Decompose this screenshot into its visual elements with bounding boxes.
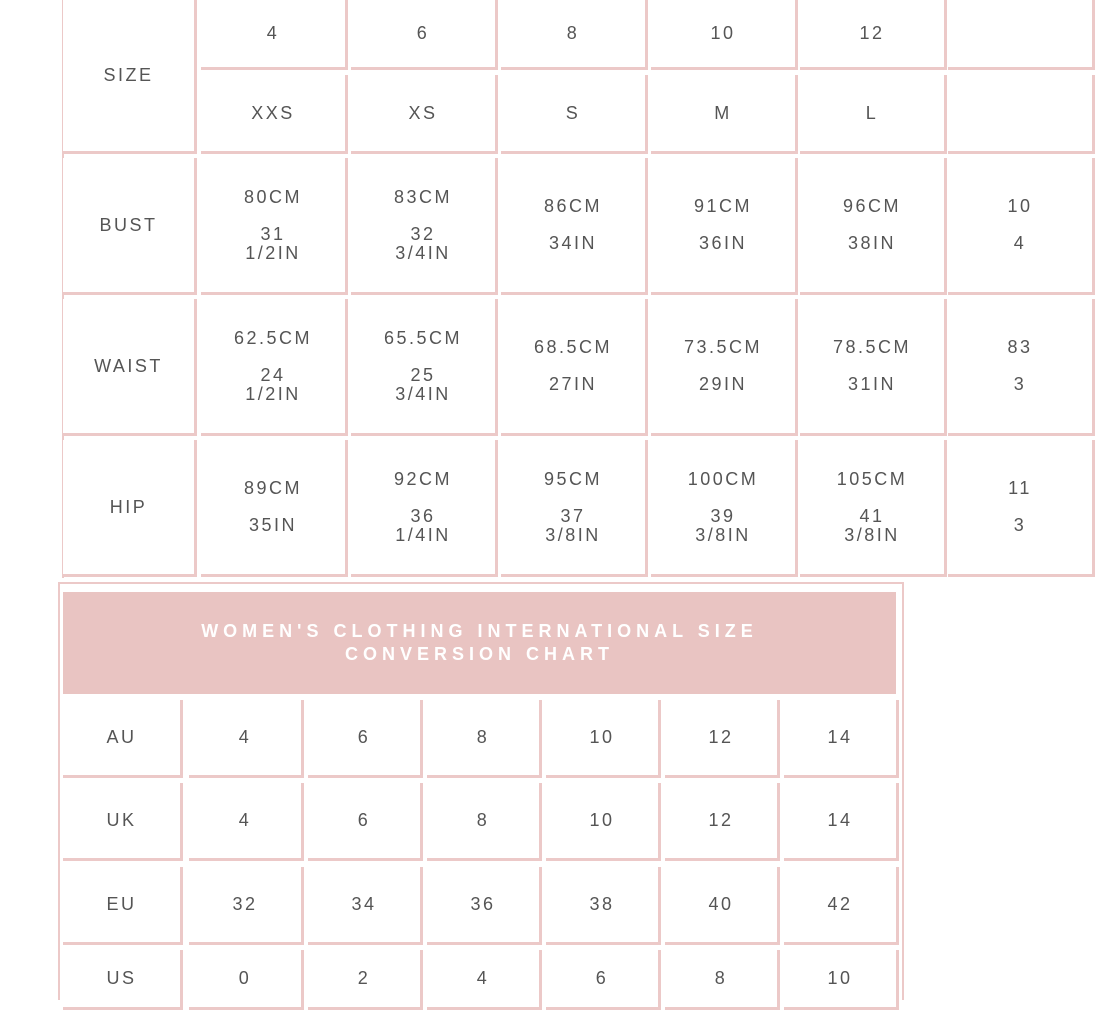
conversion-value-text: 8 [476, 727, 490, 747]
size-row-label [63, 0, 197, 154]
waist-cell [948, 299, 1095, 436]
hip-cm-text: 92CM [393, 468, 452, 489]
size-letter-text: XXS [251, 102, 295, 123]
conversion-row-label [63, 700, 183, 778]
conversion-value-cell [427, 783, 542, 861]
conversion-value-cell [189, 867, 304, 945]
conversion-value-cell [427, 950, 542, 1010]
hip-in-text: 37 3/8IN [545, 505, 601, 545]
hip-in-text: 36 1/4IN [395, 505, 451, 545]
conversion-row-label [63, 950, 183, 1010]
conversion-value-cell [665, 700, 780, 778]
conversion-value-text: 40 [708, 894, 734, 914]
conversion-value-cell [308, 700, 423, 778]
conversion-value-text: 12 [708, 727, 734, 747]
hip-in-text: 41 3/8IN [844, 505, 900, 545]
conversion-value-cell [784, 700, 899, 778]
conversion-value-text: 14 [827, 810, 853, 830]
waist-row-label [63, 299, 197, 436]
conversion-value-text: 0 [238, 968, 252, 988]
size-number-cell [201, 0, 348, 70]
conversion-chart-title-banner [63, 592, 896, 694]
waist-cell [651, 299, 798, 436]
hip-in-text: 39 3/8IN [695, 505, 751, 545]
conversion-value-text: 10 [827, 968, 853, 988]
conversion-value-text: 2 [357, 968, 371, 988]
bust-cm-text: 86CM [543, 196, 602, 216]
hip-in-text: 35IN [248, 515, 298, 535]
conversion-value-text: 36 [470, 894, 496, 914]
size-number-text: 6 [416, 23, 430, 43]
size-letter-cell [351, 75, 498, 154]
conversion-value-cell [189, 783, 304, 861]
hip-cm-text: 95CM [543, 468, 602, 489]
size-number-cell [351, 0, 498, 70]
bust-in-text: 36IN [698, 233, 748, 253]
bust-cell [201, 158, 348, 295]
waist-cm-text: 68.5CM [533, 337, 613, 357]
bust-in-text: 31 1/2IN [245, 223, 301, 263]
size-number-text: 10 [710, 23, 736, 43]
conversion-value-cell [308, 950, 423, 1010]
waist-label-text: WAIST [94, 355, 163, 376]
conversion-value-text: 6 [357, 810, 371, 830]
size-number-text: 8 [566, 23, 580, 43]
conversion-value-cell [665, 783, 780, 861]
conversion-value-text: 10 [589, 810, 615, 830]
waist-cell [201, 299, 348, 436]
conversion-row-label [63, 783, 183, 861]
size-number-cell [651, 0, 798, 70]
region-label-text: AU [106, 727, 137, 747]
conversion-value-text: 34 [351, 894, 377, 914]
bust-cell [501, 158, 648, 295]
bust-cell [800, 158, 947, 295]
waist-cell [501, 299, 648, 436]
hip-cm-text: 11 [1008, 478, 1032, 498]
size-letter-cell [651, 75, 798, 154]
size-letter-text: M [714, 102, 732, 123]
bust-cell [651, 158, 798, 295]
bust-cm-text: 80CM [243, 186, 302, 207]
size-number-cell [800, 0, 947, 70]
conversion-value-cell [665, 950, 780, 1010]
waist-in-text: 3 [1013, 374, 1027, 394]
conversion-chart-title: WOMEN'S CLOTHING INTERNATIONAL SIZE CONVERSION CHART [201, 621, 758, 664]
conversion-top-border [58, 582, 904, 584]
hip-cell [201, 440, 348, 577]
conversion-value-cell [308, 783, 423, 861]
hip-cm-text: 105CM [836, 468, 908, 489]
hip-row-label [63, 440, 197, 577]
conversion-value-cell [546, 700, 661, 778]
conversion-value-text: 4 [238, 810, 252, 830]
region-label-text: US [106, 968, 137, 988]
size-number-text: 12 [859, 23, 885, 43]
conversion-value-cell [189, 950, 304, 1010]
conversion-value-text: 4 [238, 727, 252, 747]
waist-cm-text: 78.5CM [832, 337, 912, 357]
conversion-value-text: 8 [476, 810, 490, 830]
waist-cm-text: 62.5CM [233, 327, 313, 348]
conversion-value-text: 4 [476, 968, 490, 988]
bust-in-text: 34IN [548, 233, 598, 253]
conversion-value-cell [665, 867, 780, 945]
hip-label-text: HIP [109, 496, 148, 517]
conversion-value-cell [427, 867, 542, 945]
size-letter-text: XS [408, 102, 438, 123]
hip-cell [948, 440, 1095, 577]
waist-cm-text: 65.5CM [383, 327, 463, 348]
conversion-value-text: 32 [232, 894, 258, 914]
conversion-value-text: 38 [589, 894, 615, 914]
hip-cm-text: 89CM [243, 478, 302, 498]
conversion-value-cell [308, 867, 423, 945]
size-letter-cell [948, 75, 1095, 154]
hip-cm-text: 100CM [687, 468, 759, 489]
hip-cell [501, 440, 648, 577]
bust-in-text: 32 3/4IN [395, 223, 451, 263]
conversion-value-text: 8 [714, 968, 728, 988]
conversion-value-cell [427, 700, 542, 778]
bust-cm-text: 96CM [842, 196, 901, 216]
size-letter-cell [201, 75, 348, 154]
bust-cm-text: 83CM [393, 186, 452, 207]
bust-cell [948, 158, 1095, 295]
size-letter-cell [501, 75, 648, 154]
size-letter-text: S [565, 102, 581, 123]
conversion-right-border [902, 582, 904, 1000]
bust-cm-text: 10 [1007, 196, 1033, 216]
size-number-cell [501, 0, 648, 70]
bust-cell [351, 158, 498, 295]
region-label-text: EU [106, 894, 137, 914]
conversion-left-border [58, 582, 60, 1000]
conversion-value-text: 12 [708, 810, 734, 830]
waist-in-text: 31IN [847, 374, 897, 394]
hip-cell [351, 440, 498, 577]
hip-cell [800, 440, 947, 577]
region-label-text: UK [106, 810, 137, 830]
size-number-cell [948, 0, 1095, 70]
conversion-value-cell [189, 700, 304, 778]
conversion-value-cell [784, 867, 899, 945]
size-letter-text: L [865, 102, 879, 123]
size-letter-cell [800, 75, 947, 154]
waist-cell [351, 299, 498, 436]
bust-row-label [63, 158, 197, 295]
waist-in-text: 24 1/2IN [245, 364, 301, 404]
conversion-value-text: 6 [595, 968, 609, 988]
conversion-value-text: 42 [827, 894, 853, 914]
conversion-value-text: 6 [357, 727, 371, 747]
waist-cm-text: 83 [1007, 337, 1033, 357]
conversion-value-text: 10 [589, 727, 615, 747]
waist-cell [800, 299, 947, 436]
waist-in-text: 25 3/4IN [395, 364, 451, 404]
waist-in-text: 27IN [548, 374, 598, 394]
conversion-value-cell [784, 783, 899, 861]
size-number-text: 4 [266, 23, 280, 43]
conversion-row-label [63, 867, 183, 945]
bust-label-text: BUST [99, 214, 158, 235]
conversion-value-text: 14 [827, 727, 853, 747]
conversion-value-cell [784, 950, 899, 1010]
conversion-value-cell [546, 783, 661, 861]
waist-in-text: 29IN [698, 374, 748, 394]
conversion-value-cell [546, 867, 661, 945]
size-label-text: SIZE [103, 65, 154, 85]
bust-in-text: 38IN [847, 233, 897, 253]
bust-in-text: 4 [1013, 233, 1027, 253]
hip-in-text: 3 [1013, 515, 1027, 535]
conversion-value-cell [546, 950, 661, 1010]
waist-cm-text: 73.5CM [683, 337, 763, 357]
bust-cm-text: 91CM [693, 196, 752, 216]
hip-cell [651, 440, 798, 577]
